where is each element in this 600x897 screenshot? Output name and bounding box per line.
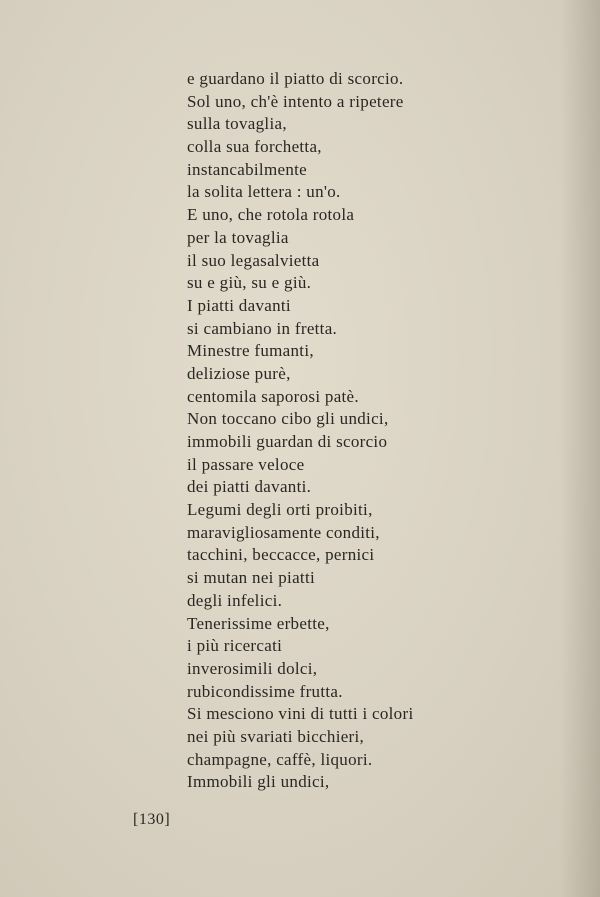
poem-line: dei piatti davanti. — [187, 477, 312, 497]
poem-line: Non toccano cibo gli undici, — [187, 409, 389, 429]
poem-line: per la tovaglia — [187, 227, 289, 247]
poem-line: rubicondissime frutta. — [187, 681, 343, 701]
poem-line: Immobili gli undici, — [187, 772, 330, 792]
poem-line: Minestre fumanti, — [187, 341, 314, 361]
poem-line: su e giù, su e giù. — [187, 273, 312, 293]
poem-line: degli infelici. — [187, 590, 283, 610]
poem-line: si mutan nei piatti — [187, 568, 315, 588]
poem-line: sulla tovaglia, — [187, 114, 287, 134]
poem-line: il passare veloce — [187, 454, 305, 474]
poem-line: inverosimili dolci, — [187, 658, 318, 678]
poem-text — [187, 68, 413, 794]
poem-line: e guardano il piatto di scorcio. — [187, 69, 404, 88]
poem-line: Si mesciono vini di tutti i colori — [187, 704, 414, 724]
poem-line: i più ricercati — [187, 636, 283, 656]
poem-line: immobili guardan di scorcio — [187, 432, 388, 451]
poem-line: la solita lettera : un'o. — [187, 182, 341, 202]
poem-line: Tenerissime erbette, — [187, 613, 330, 633]
poem-line: I piatti davanti — [187, 295, 291, 315]
poem-line: colla sua forchetta, — [187, 137, 322, 157]
poem-line: tacchini, beccacce, pernici — [187, 545, 375, 565]
poem-line: instancabilmente — [187, 159, 307, 179]
poem-line: nei più svariati bicchieri, — [187, 726, 365, 746]
poem-line: champagne, caffè, liquori. — [187, 749, 373, 769]
poem-line: Legumi degli orti proibiti, — [187, 500, 373, 520]
poem-line: deliziose purè, — [187, 363, 291, 383]
poem-line: il suo legasalvietta — [187, 250, 320, 270]
poem-line: maravigliosamente conditi, — [187, 522, 380, 542]
poem-line: centomila saporosi patè. — [187, 386, 359, 406]
poem-line: si cambiano in fretta. — [187, 318, 338, 338]
poem-line: Sol uno, ch'è intento a ripetere — [187, 91, 404, 111]
page-number: [130] — [133, 811, 171, 828]
poem-line: E uno, che rotola rotola — [187, 205, 355, 225]
